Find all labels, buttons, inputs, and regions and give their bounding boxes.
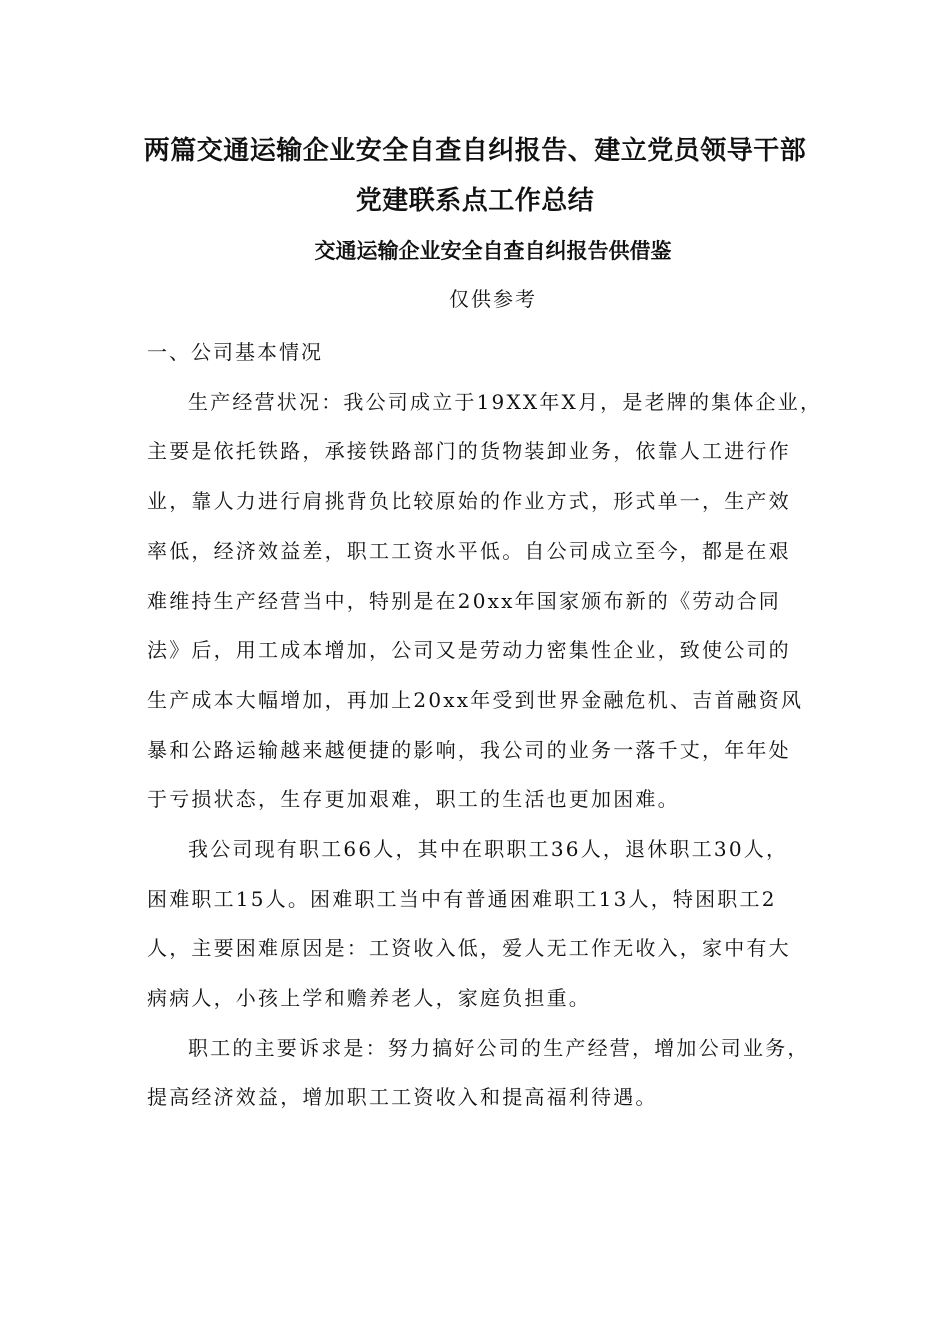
paragraph-1-line-8: 暴和公路运输越来越便捷的影响，我公司的业务一落千丈，年年处: [147, 738, 791, 762]
paragraph-1-line-3: 业，靠人力进行肩挑背负比较原始的作业方式，形式单一，生产效: [147, 489, 791, 513]
paragraph-1-line-5: 难维持生产经营当中，特别是在20xx年国家颁布新的《劳动合同: [147, 589, 782, 613]
paragraph-1-line-7: 生产成本大幅增加，再加上20xx年受到世界金融危机、吉首融资风: [147, 688, 804, 712]
paragraph-1-line-6: 法》后，用工成本增加，公司又是劳动力密集性企业，致使公司的: [147, 638, 791, 662]
document-subtitle: 交通运输企业安全自查自纠报告供借鉴: [314, 239, 672, 263]
paragraph-1-line-2: 主要是依托铁路，承接铁路部门的货物装卸业务，依靠人工进行作: [147, 439, 791, 463]
paragraph-1-line-9: 于亏损状态，生存更加艰难，职工的生活也更加困难。: [147, 787, 680, 811]
paragraph-2-line-4: 病病人，小孩上学和赡养老人，家庭负担重。: [147, 986, 591, 1010]
paragraph-2-line-3: 人，主要困难原因是：工资收入低，爱人无工作无收入，家中有大: [147, 936, 791, 960]
reference-note: 仅供参考: [449, 287, 537, 311]
paragraph-2-line-2: 困难职工15人。困难职工当中有普通困难职工13人，特困职工2: [147, 887, 777, 911]
paragraph-1-line-4: 率低，经济效益差，职工工资水平低。自公司成立至今，都是在艰: [147, 539, 791, 563]
section-heading: 一、公司基本情况: [147, 340, 323, 364]
paragraph-1-line-1: 生产经营状况：我公司成立于19XX年X月，是老牌的集体企业，: [188, 390, 823, 414]
paragraph-2-line-1: 我公司现有职工66人，其中在职职工36人，退休职工30人，: [188, 837, 789, 861]
document-title-line-2: 党建联系点工作总结: [355, 186, 595, 216]
document-title-line-1: 两篇交通运输企业安全自查自纠报告、建立党员领导干部: [143, 136, 807, 166]
paragraph-3-line-2: 提高经济效益，增加职工工资收入和提高福利待遇。: [147, 1085, 658, 1109]
paragraph-3-line-1: 职工的主要诉求是：努力搞好公司的生产经营，增加公司业务，: [188, 1036, 810, 1060]
